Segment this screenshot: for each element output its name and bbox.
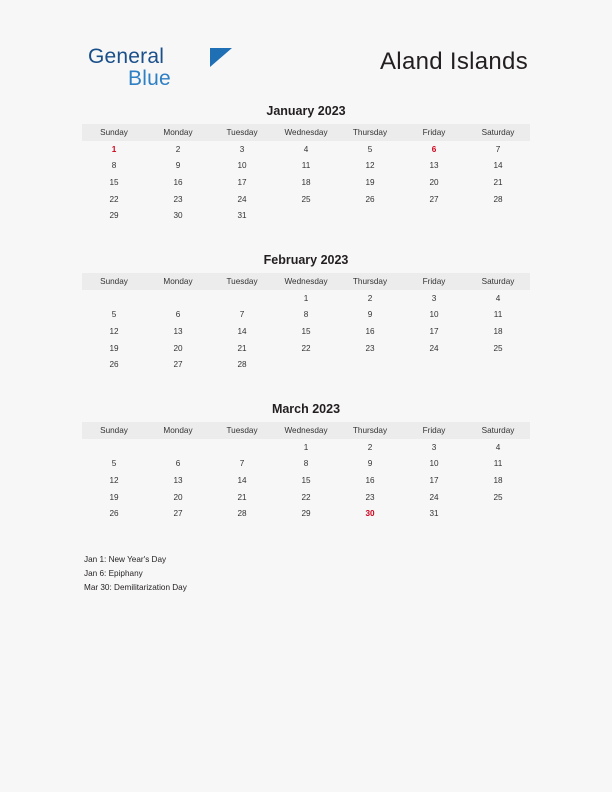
day-cell[interactable]: 28	[493, 194, 503, 204]
day-cell[interactable]: 30	[365, 509, 375, 519]
day-cell[interactable]: 13	[173, 475, 183, 485]
calendar-body	[82, 290, 530, 373]
empty-cell	[146, 439, 210, 456]
day-cell[interactable]: 7	[495, 144, 501, 154]
weekday-header-tuesday: Tuesday	[210, 422, 274, 439]
day-cell[interactable]: 21	[237, 343, 247, 353]
weekday-header-tuesday: Tuesday	[210, 273, 274, 290]
weekday-header-row	[82, 124, 530, 141]
day-cell[interactable]: 15	[301, 326, 311, 336]
calendar-week-row	[82, 307, 530, 324]
holiday-note: Jan 6: Epiphany	[84, 569, 143, 578]
day-cell[interactable]: 28	[237, 509, 247, 519]
day-cell[interactable]: 20	[173, 492, 183, 502]
weekday-header-row	[82, 422, 530, 439]
day-cell[interactable]: 30	[173, 211, 183, 221]
weekday-header-friday: Friday	[402, 273, 466, 290]
day-cell[interactable]: 24	[237, 194, 247, 204]
day-cell[interactable]: 25	[493, 492, 503, 502]
logo-word-blue: Blue	[128, 67, 171, 90]
day-cell[interactable]: 23	[365, 343, 375, 353]
day-cell[interactable]: 3	[431, 442, 437, 452]
empty-cell	[402, 356, 466, 373]
holiday-note: Mar 30: Demilitarization Day	[84, 583, 187, 592]
weekday-header-wednesday: Wednesday	[274, 422, 338, 439]
calendar-body	[82, 141, 530, 224]
day-cell[interactable]: 9	[367, 310, 373, 320]
day-cell[interactable]: 8	[303, 310, 309, 320]
empty-cell	[146, 290, 210, 307]
day-cell[interactable]: 31	[429, 509, 439, 519]
calendar-week-row	[82, 489, 530, 506]
day-cell[interactable]: 6	[431, 144, 437, 154]
day-cell[interactable]: 31	[237, 211, 247, 221]
day-cell[interactable]: 10	[429, 459, 439, 469]
calendar-body	[82, 439, 530, 522]
day-cell[interactable]: 8	[303, 459, 309, 469]
day-cell[interactable]: 17	[429, 475, 439, 485]
day-cell[interactable]: 6	[175, 459, 181, 469]
day-cell[interactable]: 7	[239, 310, 245, 320]
month-title: March 2023	[271, 402, 341, 416]
day-cell[interactable]: 12	[109, 326, 119, 336]
weekday-header-monday: Monday	[146, 422, 210, 439]
day-cell[interactable]: 23	[173, 194, 183, 204]
day-cell[interactable]: 16	[365, 475, 375, 485]
weekday-header-saturday: Saturday	[466, 124, 530, 141]
day-cell[interactable]: 9	[367, 459, 373, 469]
calendar-week-row	[82, 439, 530, 456]
day-cell[interactable]: 8	[111, 161, 117, 171]
month-block-march	[82, 402, 530, 522]
day-cell[interactable]: 14	[237, 326, 247, 336]
day-cell[interactable]: 13	[429, 161, 439, 171]
day-cell[interactable]: 16	[365, 326, 375, 336]
calendar-week-row	[82, 174, 530, 191]
day-cell[interactable]: 28	[237, 360, 247, 370]
day-cell[interactable]: 1	[303, 442, 309, 452]
month-title: January 2023	[266, 104, 346, 118]
day-cell[interactable]: 2	[175, 144, 181, 154]
day-cell[interactable]: 19	[109, 492, 119, 502]
day-cell[interactable]: 22	[301, 492, 311, 502]
day-cell[interactable]: 2	[367, 442, 373, 452]
calendar-week-row	[82, 207, 530, 224]
general-blue-logo	[88, 46, 258, 94]
empty-cell	[82, 439, 146, 456]
day-cell[interactable]: 3	[239, 144, 245, 154]
weekday-header-saturday: Saturday	[466, 273, 530, 290]
day-cell[interactable]: 29	[301, 509, 311, 519]
day-cell[interactable]: 7	[239, 459, 245, 469]
day-cell[interactable]: 26	[365, 194, 375, 204]
day-cell[interactable]: 20	[429, 177, 439, 187]
day-cell[interactable]: 26	[109, 509, 119, 519]
calendar-week-row	[82, 141, 530, 158]
day-cell[interactable]: 21	[493, 177, 503, 187]
empty-cell	[274, 356, 338, 373]
weekday-header-sunday: Sunday	[82, 124, 146, 141]
day-cell[interactable]: 27	[173, 360, 183, 370]
day-cell[interactable]: 20	[173, 343, 183, 353]
day-cell[interactable]: 2	[367, 293, 373, 303]
month-block-february	[82, 253, 530, 373]
day-cell[interactable]: 12	[109, 475, 119, 485]
logo-triangle-icon	[210, 48, 232, 67]
day-cell[interactable]: 16	[173, 177, 183, 187]
weekday-header-tuesday: Tuesday	[210, 124, 274, 141]
calendar-week-row	[82, 158, 530, 175]
day-cell[interactable]: 10	[429, 310, 439, 320]
empty-cell	[210, 290, 274, 307]
weekday-header-wednesday: Wednesday	[274, 124, 338, 141]
calendar-week-row	[82, 472, 530, 489]
day-cell[interactable]: 4	[495, 442, 501, 452]
day-cell[interactable]: 5	[111, 459, 117, 469]
calendar-table-march	[82, 422, 530, 522]
calendar-week-row	[82, 356, 530, 373]
calendar-week-row	[82, 505, 530, 522]
empty-cell	[466, 207, 530, 224]
empty-cell	[466, 356, 530, 373]
day-cell[interactable]: 6	[175, 310, 181, 320]
day-cell[interactable]: 21	[237, 492, 247, 502]
day-cell[interactable]: 3	[431, 293, 437, 303]
weekday-header-friday: Friday	[402, 422, 466, 439]
day-cell[interactable]: 15	[301, 475, 311, 485]
weekday-header-wednesday: Wednesday	[274, 273, 338, 290]
weekday-header-thursday: Thursday	[338, 124, 402, 141]
empty-cell	[82, 290, 146, 307]
day-cell[interactable]: 24	[429, 343, 439, 353]
day-cell[interactable]: 4	[303, 144, 309, 154]
calendar-week-row	[82, 340, 530, 357]
empty-cell	[210, 439, 274, 456]
day-cell[interactable]: 26	[109, 360, 119, 370]
day-cell[interactable]: 19	[109, 343, 119, 353]
day-cell[interactable]: 18	[301, 177, 311, 187]
weekday-header-thursday: Thursday	[338, 273, 402, 290]
day-cell[interactable]: 12	[365, 161, 375, 171]
day-cell[interactable]: 17	[237, 177, 247, 187]
month-block-january	[82, 104, 530, 224]
weekday-header-monday: Monday	[146, 273, 210, 290]
page-header	[0, 40, 612, 100]
day-cell[interactable]: 27	[429, 194, 439, 204]
holiday-note: Jan 1: New Year's Day	[84, 555, 167, 564]
day-cell[interactable]: 11	[493, 459, 503, 469]
weekday-header-thursday: Thursday	[338, 422, 402, 439]
holiday-notes	[84, 553, 504, 595]
empty-cell	[274, 207, 338, 224]
calendar-table-february	[82, 273, 530, 373]
day-cell[interactable]: 14	[493, 161, 503, 171]
day-cell[interactable]: 15	[109, 177, 119, 187]
day-cell[interactable]: 11	[301, 161, 311, 171]
weekday-header-friday: Friday	[402, 124, 466, 141]
weekday-header-sunday: Sunday	[82, 273, 146, 290]
day-cell[interactable]: 9	[175, 161, 181, 171]
calendar-week-row	[82, 456, 530, 473]
day-cell[interactable]: 10	[237, 161, 247, 171]
weekday-header-saturday: Saturday	[466, 422, 530, 439]
day-cell[interactable]: 18	[493, 326, 503, 336]
day-cell[interactable]: 5	[367, 144, 373, 154]
empty-cell	[338, 207, 402, 224]
page-title: Aland Islands	[380, 48, 528, 75]
weekday-header-monday: Monday	[146, 124, 210, 141]
day-cell[interactable]: 27	[173, 509, 183, 519]
day-cell[interactable]: 24	[429, 492, 439, 502]
day-cell[interactable]: 25	[301, 194, 311, 204]
empty-cell	[338, 356, 402, 373]
calendar-week-row	[82, 191, 530, 208]
day-cell[interactable]: 13	[173, 326, 183, 336]
day-cell[interactable]: 4	[495, 293, 501, 303]
day-cell[interactable]: 14	[237, 475, 247, 485]
calendar-week-row	[82, 323, 530, 340]
day-cell[interactable]: 1	[111, 144, 117, 154]
day-cell[interactable]: 18	[493, 475, 503, 485]
day-cell[interactable]: 22	[301, 343, 311, 353]
empty-cell	[466, 505, 530, 522]
empty-cell	[402, 207, 466, 224]
logo-word-general: General	[88, 45, 165, 68]
day-cell[interactable]: 1	[303, 293, 309, 303]
day-cell[interactable]: 19	[365, 177, 375, 187]
weekday-header-row	[82, 273, 530, 290]
weekday-header-sunday: Sunday	[82, 422, 146, 439]
day-cell[interactable]: 25	[493, 343, 503, 353]
day-cell[interactable]: 5	[111, 310, 117, 320]
day-cell[interactable]: 29	[109, 211, 119, 221]
calendar-week-row	[82, 290, 530, 307]
calendar-table-january	[82, 124, 530, 224]
month-title: February 2023	[263, 253, 349, 267]
day-cell[interactable]: 22	[109, 194, 119, 204]
day-cell[interactable]: 17	[429, 326, 439, 336]
day-cell[interactable]: 11	[493, 310, 503, 320]
day-cell[interactable]: 23	[365, 492, 375, 502]
